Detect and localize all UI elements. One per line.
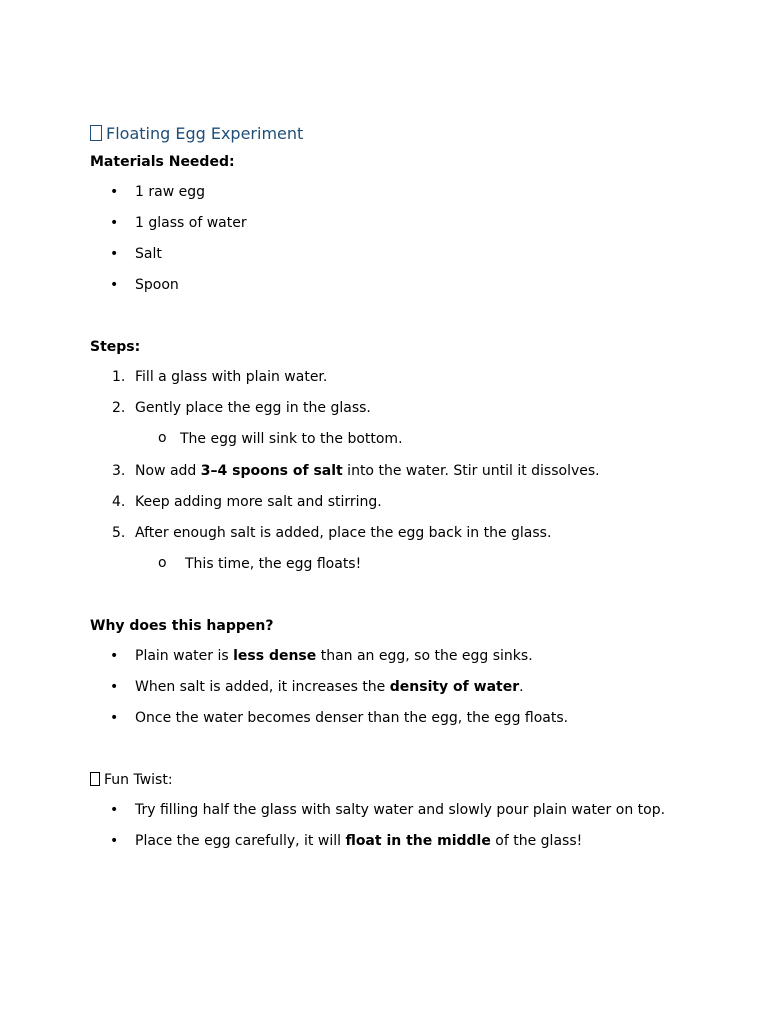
- sub-step-text: This time, the egg floats!: [185, 556, 362, 572]
- why-heading: Why does this happen?: [90, 618, 274, 634]
- list-item: [90, 245, 690, 263]
- list-item-text: 1 raw egg: [135, 184, 205, 200]
- sub-step-item: [90, 555, 690, 573]
- list-item: [90, 647, 690, 665]
- list-item-text: Plain water is: [135, 648, 234, 664]
- document-page: [90, 122, 690, 850]
- step-text: After enough salt is added, place the egg back in the glass.: [135, 525, 552, 541]
- list-item-text: Try filling half the glass with salty water and slowly pour plain water on top.: [135, 802, 666, 818]
- fun-twist-heading-text: Fun Twist:: [104, 772, 173, 788]
- list-item-text: .: [519, 679, 524, 695]
- list-item-text: Spoon: [135, 277, 179, 293]
- list-item-text: Salt: [135, 246, 162, 262]
- step-text: into the water. Stir until it dissolves.: [342, 463, 600, 479]
- emphasis-text: float in the middle: [345, 833, 491, 849]
- list-item: [90, 801, 690, 819]
- step-item: [90, 493, 690, 511]
- emphasis-text: density of water: [389, 679, 520, 695]
- steps-list: [90, 368, 690, 573]
- list-item-text: When salt is added, it increases the: [135, 679, 390, 695]
- list-item-text: Once the water becomes denser than the egg, the egg floats.: [135, 710, 569, 726]
- list-item: [90, 678, 690, 696]
- step-item: [90, 524, 690, 542]
- list-item-text: than an egg, so the egg sinks.: [316, 648, 533, 664]
- bullet-marker: •: [110, 215, 119, 231]
- step-item: [90, 399, 690, 417]
- bullet-marker: •: [110, 833, 119, 849]
- bullet-marker: •: [110, 648, 119, 664]
- bullet-marker: •: [110, 802, 119, 818]
- list-item: [90, 183, 690, 201]
- step-number: 5.: [112, 525, 126, 541]
- step-number: 3.: [112, 463, 126, 479]
- step-text: Now add: [135, 463, 201, 479]
- list-item: [90, 709, 690, 727]
- step-number: 2.: [112, 400, 126, 416]
- missing-glyph-icon: [90, 125, 102, 141]
- step-text: Fill a glass with plain water.: [135, 369, 328, 385]
- bullet-marker: •: [110, 277, 119, 293]
- list-item-text: 1 glass of water: [135, 215, 247, 231]
- emphasis-text: less dense: [233, 648, 317, 664]
- sub-bullet-marker: o: [158, 430, 167, 446]
- emphasis-text: 3–4 spoons of salt: [200, 463, 343, 479]
- list-item: [90, 832, 690, 850]
- list-item: [90, 214, 690, 232]
- bullet-marker: •: [110, 710, 119, 726]
- twist-list: [90, 801, 690, 850]
- list-item-text: Place the egg carefully, it will: [135, 833, 346, 849]
- sub-step-text: The egg will sink to the bottom.: [180, 431, 403, 447]
- document-title: [90, 122, 690, 146]
- step-number: 1.: [112, 369, 126, 385]
- missing-glyph-icon: [90, 772, 100, 786]
- sub-bullet-marker: o: [158, 555, 167, 571]
- step-number: 4.: [112, 494, 126, 510]
- materials-heading: Materials Needed:: [90, 154, 235, 170]
- why-list: [90, 647, 690, 727]
- step-item: [90, 368, 690, 386]
- step-text: Gently place the egg in the glass.: [135, 400, 371, 416]
- steps-heading: Steps:: [90, 339, 141, 355]
- bullet-marker: •: [110, 184, 119, 200]
- list-item-text: of the glass!: [490, 833, 583, 849]
- list-item: [90, 276, 690, 294]
- document-title-text: Floating Egg Experiment: [106, 124, 304, 143]
- sub-step-item: [90, 430, 690, 448]
- step-text: Keep adding more salt and stirring.: [135, 494, 382, 510]
- fun-twist-heading: [90, 771, 690, 789]
- step-item: [90, 462, 690, 480]
- bullet-marker: •: [110, 679, 119, 695]
- bullet-marker: •: [110, 246, 119, 262]
- materials-list: [90, 183, 690, 294]
